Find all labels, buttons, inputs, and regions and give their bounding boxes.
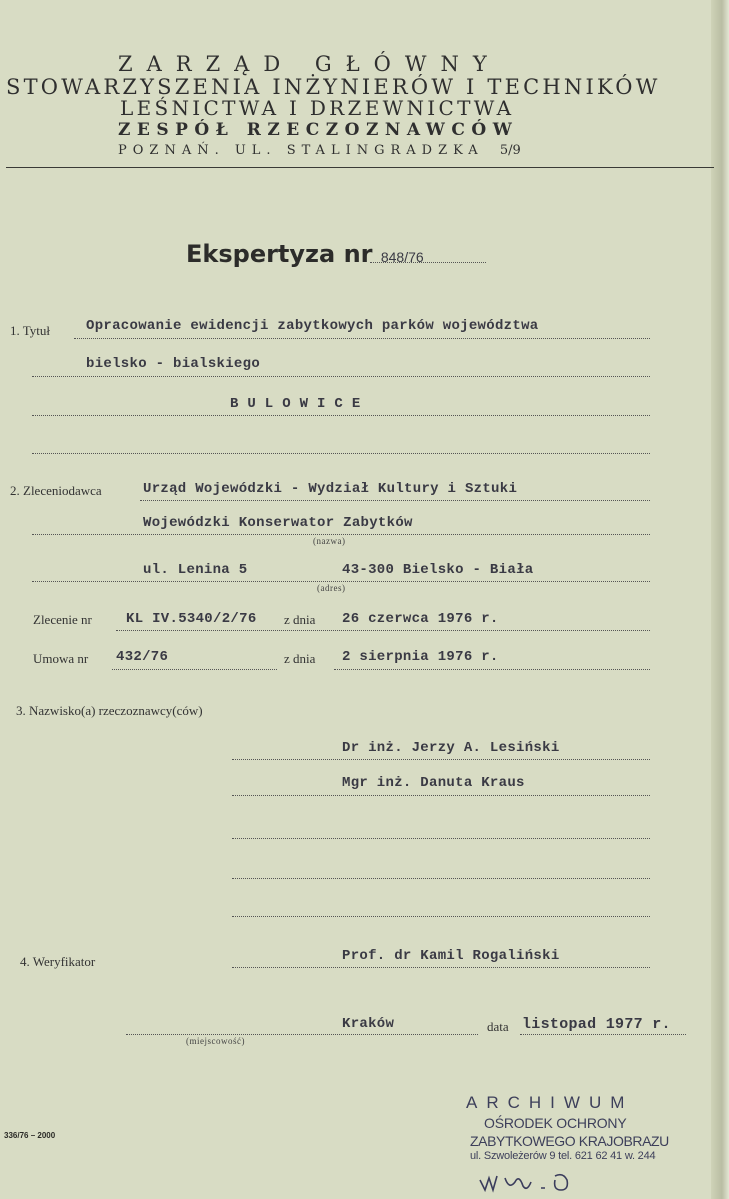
order-label: Zlecenie nr	[33, 612, 92, 627]
title-label: Ekspertyza nr	[186, 240, 373, 268]
title-line-2: bielsko - bialskiego	[86, 356, 261, 372]
place: Kraków	[342, 1016, 395, 1032]
header-divider	[6, 167, 714, 168]
section-3-label: 3. Nazwisko(a) rzeczoznawcy(ców)	[16, 703, 203, 718]
adres-caption: (adres)	[317, 583, 346, 593]
stamp-line-4: ul. Szwoleżerów 9 tel. 621 62 41 w. 244	[470, 1150, 656, 1162]
handwritten-mark	[475, 1160, 615, 1194]
document-title	[186, 240, 424, 268]
dotted-line	[334, 669, 650, 670]
dotted-line	[74, 338, 650, 339]
header-line-5	[118, 143, 521, 158]
order-number: KL IV.5340/2/76	[126, 611, 257, 627]
dotted-line	[232, 838, 650, 839]
client-city: 43-300 Bielsko - Biała	[342, 562, 534, 578]
stamp-line-3: ZABYTKOWEGO KRAJOBRAZU	[470, 1133, 669, 1149]
nazwa-caption: (nazwa)	[313, 536, 346, 546]
dotted-line	[232, 967, 650, 968]
dotted-line	[32, 376, 650, 377]
order-date: 26 czerwca 1976 r.	[342, 611, 499, 627]
contract-date: 2 sierpnia 1976 r.	[342, 649, 499, 665]
stamp-line-2: OŚRODEK OCHRONY	[484, 1115, 627, 1131]
order-date-label: z dnia	[284, 612, 316, 627]
dotted-line	[232, 795, 650, 796]
stamp-archiwum: ARCHIWUM	[466, 1093, 634, 1112]
miejscowosc-caption: (miejscowość)	[186, 1036, 245, 1046]
header-address-number: 5/9	[499, 143, 521, 158]
contract-number: 432/76	[116, 649, 169, 665]
paper-edge	[711, 0, 729, 1199]
client-line-1: Urząd Wojewódzki - Wydział Kultury i Sztuki	[143, 481, 518, 497]
dotted-line	[140, 500, 650, 501]
header-line-2: STOWARZYSZENIA INŻYNIERÓW I TECHNIKÓW	[6, 75, 661, 99]
dotted-line	[32, 534, 650, 535]
dotted-line	[32, 453, 650, 454]
client-line-2: Wojewódzki Konserwator Zabytków	[143, 515, 413, 531]
date-label: data	[487, 1019, 509, 1034]
contract-date-label: z dnia	[284, 651, 316, 666]
title-number: 848/76	[380, 249, 424, 265]
header-line-1: ZARZĄD GŁÓWNY	[118, 52, 501, 76]
form-code: 336/76 – 2000	[4, 1131, 56, 1140]
verification-date: listopad 1977 r.	[522, 1016, 671, 1033]
dotted-line	[32, 415, 650, 416]
section-2-label: 2. Zleceniodawca	[10, 483, 102, 498]
dotted-line	[232, 759, 650, 760]
header-address: POZNAŃ. UL. STALINGRADZKA	[118, 143, 484, 158]
dotted-line	[232, 878, 650, 879]
header-line-4: ZESPÓŁ RZECZOZNAWCÓW	[118, 120, 519, 140]
dotted-line	[520, 1034, 686, 1035]
client-street: ul. Lenina 5	[143, 562, 248, 578]
dotted-line	[116, 630, 650, 631]
header-line-3: LEŚNICTWA I DRZEWNICTWA	[120, 96, 515, 120]
title-line-3: B U L O W I C E	[230, 396, 361, 412]
contract-label: Umowa nr	[33, 651, 89, 666]
dotted-line	[232, 916, 650, 917]
expert-1: Dr inż. Jerzy A. Lesiński	[342, 740, 560, 756]
section-1-label: 1. Tytuł	[10, 323, 51, 338]
verifier-name: Prof. dr Kamil Rogaliński	[342, 948, 560, 964]
expert-2: Mgr inż. Danuta Kraus	[342, 775, 525, 791]
title-dotted-line	[370, 262, 486, 263]
dotted-line	[126, 1034, 478, 1035]
dotted-line	[32, 581, 650, 582]
section-4-label: 4. Weryfikator	[20, 954, 96, 969]
dotted-line	[112, 669, 277, 670]
title-line-1: Opracowanie ewidencji zabytkowych parków województwa	[86, 318, 539, 334]
